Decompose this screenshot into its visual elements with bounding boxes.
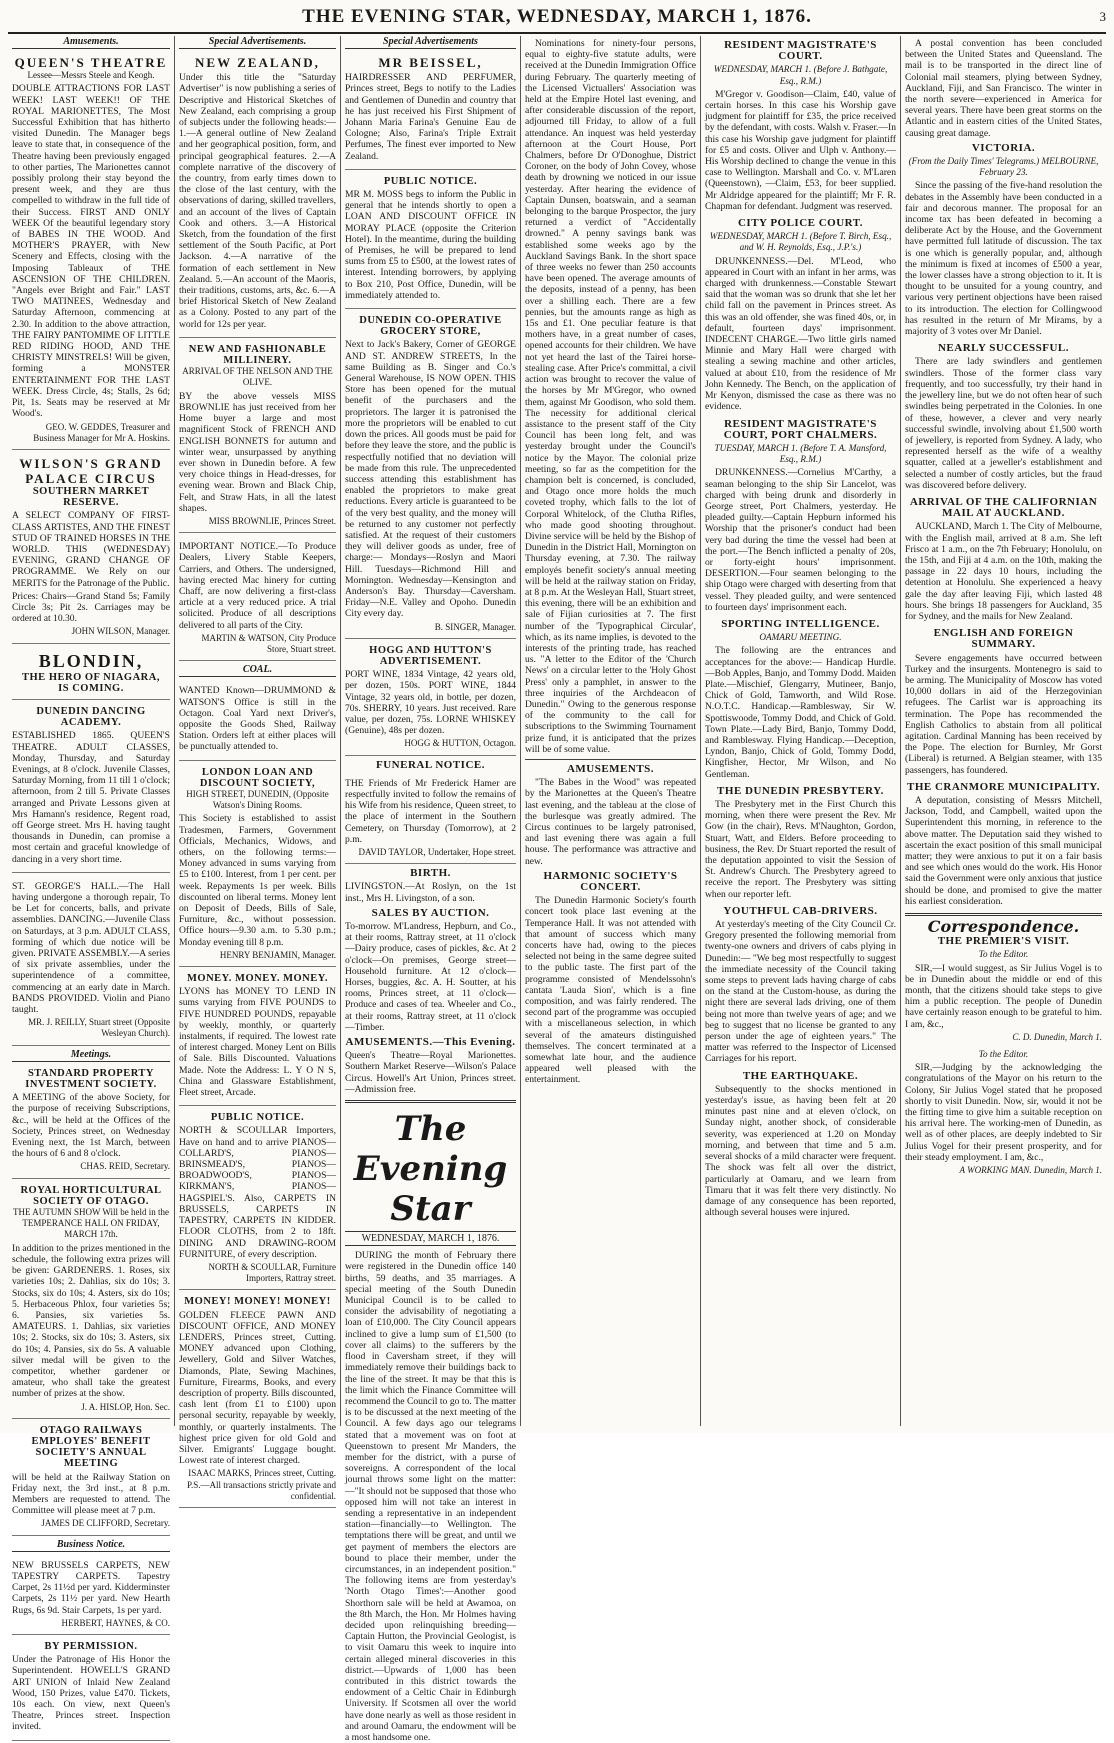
article-title: RESIDENT MAGISTRATE'S COURT. bbox=[724, 39, 877, 63]
article-body: Subsequently to the shocks mentioned in yesterday's issue, as having been felt at 20 minutes past nine and at eleven o'clock, on Sunday night, another shock, of considerable severity, was experienced at 1.20 on Monday morning, and between that time and 5 a.m. several shocks of a mild character were frequent. The shock was felt all over the district, particularly at Oamaru, and we learn from Timaru that it was felt there very distinctly. No damage of any consequence has been reported, although several houses were injured. bbox=[705, 1083, 896, 1219]
ad-body: ST. GEORGE'S HALL.—The Hall having undergone a thorough repair, To be Let for concerts, balls, and private assemblies. DANCING.—Juvenile Class on Saturdays, at 3 p.m. ADULT CLASS, forming of which due notice will be given. PRIVATE ASSEMBLY.—A series of six private assemblies, under the superintendence of a committee, commencing at an early date in March. BANDS PROVIDED. Violin and Piano taught. bbox=[12, 880, 170, 1016]
notice-body: THE Friends of Mr Frederick Hamer are respectfully invited to follow the remains of his Wife from his residence, Queen street, to the place of interment in the Southern Cemetery, on Thursday (Tomorrow), at 2 p.m. bbox=[345, 777, 516, 845]
leader-article: DURING the month of February there were registered in the Dunedin office 140 births, 59 deaths, and 35 marriages. A special meeting of the South Dunedin Municipal Council is to be called to consider the advisability of negotiating a loan of £10,000. The City Council appears inclined to give a lump sum of £1,500 (to cover all claims) to the sufferers by the flood in Caversham street, if they will immediately remove their buildings back to the line of the street. It may be that this is the limit which the Finance Committee will recommend the Council to go to. The matter is to be discussed at the next meeting of the Council. A few days ago our telegrams stated that a movement was on foot at Queenstown to present Mr Manders, the member for the district, with a purse of sovereigns. A correspondent of the local journal throws some light on the matter:—"It should not be supposed that those who opposed him will not take an interest in sending a representative in an independent station—financially—to Wellington. The temptations there will be great, and until we get payment of members the electors are bound to place their member, under the circumstances, in an independent position." The following items are from yesterday's 'North Otago Times':—Another good Shorthorn sale will be held at Awamoa, on the 8th March, the Hon. Mr Holmes having decided upon relinquishing breeding—Captain Hutton, the Provincial Geologist, is to visit Oamaru this week to inquire into certain alleged mineral discoveries in this district.—Upwards of 1,000 has been contributed in this district towards the endowment of a Celtic Chair in Edinburgh University. If Scotsmen all over the world have done nearly as well as those resident in and around Oamaru, the endowment will be a most handsome one. bbox=[345, 1250, 516, 1743]
column-header: Special Advertisements bbox=[345, 36, 516, 49]
millinery-ad bbox=[179, 341, 336, 533]
ad-body: DOUBLE ATTRACTIONS FOR LAST WEEK! LAST WEEK!! OF THE ROYAL MARIONETTES, The Most Successful Exhibition that has hitherto visited Dunedin. The Manager begs leave to state that, in consequence of the Theatre having been previously engaged to other parties, The Marionettes cannot possibly prolong their stay beyond the present week, and they are thus compelled to withdraw in the full tide of their Success. FIRST AND ONLY WEEK Of the beautiful legendary story of BABES IN THE WOOD. And MOTHER'S PRAYER, with New Scenery and Effects, closing with the Imposing Tableaux of THE ASCENSION OF THE CHILDREN. "Angels ever Bright and Fair." LAST TWO MATINEES, Wednesday and Saturday Afternoon, commencing at 2.30. In addition to the above attraction, THE FAIRY PANTOMIME OF LITTLE RED RIDING HOOD, AND THE CHRISTY MINSTRELS! Will be given, forming a MONSTER ENTERTAINMENT FOR THE LAST WEEK. Dress Circle, 4s; Stalls, 2s 6d; Pit, 1s. Seats may be reserved at Mr Wood's. bbox=[12, 83, 170, 420]
earthquake-article bbox=[705, 1071, 896, 1219]
ad-body: A MEETING of the above Society, for the purpose of receiving Subscriptions, &c., will be held at the Offices of the Society, Princes street, on Wednesday Evening next, the 1st March, between the hours of 6 and 8 o'clock. bbox=[12, 1092, 170, 1160]
ad-body: ESTABLISHED 1865. QUEEN'S THEATRE. ADULT CLASSES, Monday, Thursday, and Saturday Evenings, at 8 o'clock. Juvenile Classes, Saturday Morning, from 11 till 1 o'clock; afternoon, from 2 till 5. Private Classes arranged and Private Lessons given at Mrs Hamann's residence, Regent road, off George street. Mrs H. having taught thousands in Dunedin, can promise a most certain and graceful knowledge of dancing in a very short time. bbox=[12, 730, 170, 865]
masthead bbox=[8, 6, 1106, 34]
article-body: "The Babes in the Wood" was repeated by the Marionettes at the Queen's Theatre last evening, and the tableau at the close of the burlesque was greatly admired. The Circus continues to be largely patronised, and last evening there was again a full house. The performance was attractive and new. bbox=[525, 777, 696, 867]
dunedin-presbytery bbox=[705, 786, 896, 900]
article-body: The Presbytery met in the First Church this morning, when there were present the Rev. Mr Gow (in the chair), Revs. M'Naughton, Gordon, Stuart, Watt, and Elders. Before proceeding to business, the Rev. Dr Stuart reported the result of the deputation appointed to visit the Session of St. Andrew's Church. The Presbytery agreed to receive the report. The Presbytery was sitting when our reporter left. bbox=[705, 799, 896, 900]
ad-title: PUBLIC NOTICE. bbox=[383, 175, 478, 187]
ad-signature: JAMES DE CLIFFORD, Secretary. bbox=[41, 1518, 170, 1529]
article-title: THE PREMIER'S VISIT. bbox=[937, 935, 1070, 948]
ad-signature: MR. J. REILLY, Stuart street (Opposite Wesleyan Church). bbox=[28, 1017, 170, 1039]
sales-by-auction: To-morrow. M'Landress, Hepburn, and Co., at their rooms, Rattray street, at 11 o'clock—Dairy produce, cases of pickles, &c. At 2 o'clock—On premises, George street—Household furniture. At 12 o'clock—Horses, buggies, &c. A. H. Soutter, at his rooms, Princes street, at 11 o'clock—Produce and cases of tea. Wheeler and Co., at their rooms, Rattray street, at 11 o'clock—Timber. bbox=[345, 921, 516, 1033]
column-1 bbox=[8, 36, 174, 1733]
standard-property-ad bbox=[12, 1065, 170, 1179]
north-scoullar-ad bbox=[179, 1109, 336, 1290]
article-body: The following are the entrances and acceptances for the above:— Handicap Hurdle.—Bob Apples, Banjo, and Tommy Dodd. Maiden Plate.—Mischief, Glengarry, Mutineer, Banjo, Chick of Gold, Tamworth, and Wild Rose. N.O.T.C. Handicap.—Ramblesway, Sir W. Spottiswoode, Tommy Dodd, and Chick of Gold. Town Plate.—Lady Bird, Banjo, Tommy Dodd, and Ramblesway. Flying Handicap.—Deception, Lyndon, Banjo, Chick of Gold, Tommy Dodd, Kingfisher, Hector, Mr Wilson, and No Gentleman. bbox=[705, 645, 896, 780]
article-body: The Dunedin Harmonic Society's fourth concert took place last evening at the Temperance Hall. It was not attended with that amount of success which many concerts have had, owing to the pieces selected not being in the same degree suited to the public taste. The first part of the programme consisted of Mendelssohn's cantata 'Lauda Sion', which is a fine composition, and was fairly rendered. The second part of the programme was occupied with a miscellaneous selection, in which several of the amateurs distinguished themselves. The concert terminated at a somewhat late hour, and the audience appeared well pleased with the entertainment. bbox=[525, 895, 696, 1086]
ad-signature: NORTH & SCOULLAR, Furniture Importers, Rattray street. bbox=[208, 1261, 336, 1284]
dateline: WEDNESDAY, MARCH 1, 1876. bbox=[345, 1231, 516, 1246]
nearly-successful-article bbox=[905, 343, 1102, 491]
article-title: ENGLISH AND FOREIGN SUMMARY. bbox=[933, 627, 1074, 651]
sporting-intelligence bbox=[705, 619, 896, 780]
article-subtitle: (From the Daily Times' Telegrams.) MELBOURNE, February 23. bbox=[908, 156, 1099, 178]
ad-body: IS COMING. bbox=[58, 682, 124, 694]
carpets-ad bbox=[12, 1555, 170, 1635]
letter-working-man bbox=[905, 1049, 1102, 1176]
section-header: Meetings. bbox=[12, 1049, 170, 1062]
grocery-store-ad bbox=[345, 312, 516, 639]
column-header: Amusements. bbox=[12, 36, 170, 49]
article-title: SPORTING INTELLIGENCE. bbox=[721, 617, 880, 630]
ad-body: will be held at the Railway Station on Friday next, the 3rd inst., at 8 p.m. Members are requested to attend. The Committee will please meet at 7 p.m. bbox=[12, 1471, 170, 1517]
news-paragraphs: A postal convention has been concluded between the United States and Queensland. The mail is to be transported in the direct line of Colonial mail steamers, plying between Sydney, Auckland, Fiji, and San Francisco. The winter in the north severe—experienced in America for several years. There have been great storms on the Atlantic and in eastern cities of the United States, causing great damage. bbox=[905, 38, 1102, 139]
ad-title: MONEY! MONEY! MONEY! bbox=[184, 1296, 331, 1308]
ad-body: Next to Jack's Bakery, Corner of GEORGE AND ST. ANDREW STREETS, In the same Building as B. Singer and Co.'s General Warehouse, IS NOW OPEN. THIS Store has been opened for the mutual benefit of the purchasers and the proprietors. The larger it is patronised the more the proprietors will be enabled to cut down the prices. All goods must be paid for before they leave the store, and the public is respectfully notified that no deviation will be made from this rule. The unprecedented success attending this establishment has enabled the proprietors to make great reductions. Every article is guaranteed to be of the very best quality, and the money will be returned to any customer not perfectly satisfied. At the request of their customers they will deliver goods as under, free of charge:— Mondays—Roslyn and Maori Hill. Tuesdays—Richmond Hill and Mornington. Wednesday—Kensington and Anderson's Bay. Thursday—Caversham. Friday—N.E. Valley and Opoho. Dunedin City every day. bbox=[345, 339, 516, 620]
article-subtitle: WEDNESDAY, MARCH 1. (Before T. Birch, Esq., and W. H. Reynolds, Esq., J.P.'s.) bbox=[709, 231, 892, 253]
ad-subtitle: ARRIVAL OF THE NELSON AND THE OLIVE. bbox=[182, 366, 333, 388]
new-zealand-sketches-ad bbox=[179, 52, 336, 338]
ad-signature: CHAS. REID, Secretary. bbox=[80, 1161, 170, 1172]
ad-signature: MARTIN & WATSON, City Produce Store, Stuart street. bbox=[201, 632, 336, 654]
ad-signature: MISS BROWNLIE, Princes Street. bbox=[208, 515, 336, 526]
article-body: DRUNKENNESS.—Del. M'Leod, who appeared in Court with an infant in her arms, was charged with drunkenness.—Constable Stewart said that the woman was so drunk that she let her child fall on the pavement in Princes street. As this was an old offender, she was fined 40s, or, in default, fourteen days' imprisonment. INDECENT CHARGE.—Two little girls named Minnie and Mary Hall were charged with stealing a sewing machine and other articles, valued at about £10, from the residence of Mr John Kennedy. The Bench, on the application of Mr Kenyon, dismissed the case as there was no evidence. bbox=[705, 255, 896, 413]
article-body: At yesterday's meeting of the City Council Cr. Gregory presented the following memorial from twenty-one owners and drivers of cabs plying in Dunedin:— "We beg most respectfully to suggest the immediate necessity of the Council taking some steps to prevent lads having charge of cabs on the stand at the Custom-house, as during the night there are several lads driving, one of them being not more than twelve years of age; and we beg to suggest that no license be granted to any person under the age of eighteen years." The matter was referred to the Inspector of Licensed Carriages for his report. bbox=[705, 919, 896, 1065]
article-body: DRUNKENNESS.—Cornelius M'Carthy, a seaman belonging to the ship Sir Lancelot, was charged with being drunk and disorderly in George street, Port Chalmers, yesterday. He pleaded guilty.—Captain Hepburn informed his Worship that the prisoner's conduct had been very bad during the time the vessel had been at the port.—The Bench inflicted a penalty of 20s, or forty-eight hours' imprisonment. DESERTION.—Four seamen belonging to the ship Otago were charged with deserting from that vessel. They pleaded guilty, and were sentenced to fourteen days' imprisonment each. bbox=[705, 467, 896, 613]
section-header: COAL. bbox=[179, 664, 336, 677]
letter-body: SIR,—I would suggest, as Sir Julius Vogel is to be in Dunedin about the middle or end of this month, that the citizens should take steps to give him a public reception. The people of Dunedin have certainly reason enough to be grateful to him. I am, &c., bbox=[905, 962, 1102, 1030]
ad-body: This Society is established to assist Tradesmen, Farmers, Government Officials, Mechanics, Widows, and others, on the following terms:— Money advanced in sums varying from £5 to £100. Interest, from 1 per cent. per week. Repayments 1s per week. Bills discounted on liberal terms. Money lent on Deposit of Deeds, Bills of Sale, Furniture, &c., without possession. Office hours—9.30 a.m. to 5.30 p.m.; Monday evening till 8 p.m. bbox=[179, 813, 336, 948]
ad-title: HOGG AND HUTTON'S ADVERTISEMENT. bbox=[369, 644, 492, 667]
ad-title: DUNEDIN CO-OPERATIVE GROCERY STORE, bbox=[359, 315, 502, 338]
victoria-article bbox=[905, 143, 1102, 337]
ad-body: NORTH & SCOULLAR Importers, Have on hand and to arrive PIANOS—COLLARD'S, PIANOS—BRINSMEAD'S, PIANOS—BROADWOOD'S, PIANOS—KIRKMAN'S, PIANOS—HAGSPIEL'S. Also, CARPETS IN BRUSSELS, CARPETS IN TAPESTRY, CARPETS IN KIDDER. FLOOR CLOTHS, from 2 to 18ft. DINING AND DRAWING-ROOM FURNITURE, of every description. bbox=[179, 1125, 336, 1260]
art-union-ad bbox=[12, 1638, 170, 1741]
ad-title: PUBLIC NOTICE. bbox=[210, 1112, 305, 1124]
ad-body: GOLDEN FLEECE PAWN AND DISCOUNT OFFICE, AND MONEY LENDERS, Princes street, Cutting. MONEY advanced upon Clothing, Jewellery, Gold and Silver Watches, Diamonds, Plate, Sewing Machines, Furniture, Firearms, Books, and every description of property. Bills discounted, cash lent (from £1 to £100) upon personal security, repayable by weekly, monthly, or quarterly instalments. The highest price given for old Gold and Silver. Emigrants' Luggage bought. Lowest rate of interest charged. bbox=[179, 1309, 336, 1467]
ad-subtitle: HIGH STREET, DUNEDIN, (Opposite Watson's Dining Rooms. bbox=[186, 788, 329, 811]
ad-signature: J. A. HISLOP, Hon. Sec. bbox=[81, 1401, 170, 1412]
article-title: AMUSEMENTS. bbox=[566, 763, 655, 775]
ad-title: NEW ZEALAND, bbox=[195, 55, 320, 71]
section-header: AMUSEMENTS.—This Evening. bbox=[345, 1036, 516, 1049]
ad-body: HAIRDRESSER AND PERFUMER, Princes street, Begs to notify to the Ladies and Gentlemen of Dunedin and country that he has just received his First Shipment of Johann Maria Farina's Genuine Eau de Cologne; Also, Farina's Triple Extrait Perfumes, The finest ever imported to New Zealand. bbox=[345, 72, 516, 162]
london-loan-ad bbox=[179, 764, 336, 967]
article-subtitle: WEDNESDAY, MARCH 1. (Before J. Bathgate, Esq., R.M.) bbox=[713, 64, 888, 86]
masthead-title: THE EVENING STAR, WEDNESDAY, MARCH 1, 1876. bbox=[302, 6, 812, 27]
section-header: BIRTH. bbox=[410, 867, 451, 880]
letter-body: SIR,—Judging by the acknowledging the congratulations of the Mayor on his return to the Colony, Sir Julius Vogel stated that he proposed shortly to visit Dunedin. Now, sir, would it not be the fitting time to give him a suitable reception on his arrival here. The working-men of Dunedin, as well as of other places, are deeply indebted to Sir Julius Vogel for their present prosperity, and for their steady employment. I am, &c., bbox=[905, 1062, 1102, 1163]
ad-body: PORT WINE, 1834 Vintage, 42 years old, per dozen, 150s. PORT WINE, 1844 Vintage, 32 years old, in bottle, per dozen, 70s. SHERRY, 10 years. Just received. Rare value, per dozen, 75s. LORNE WHISKEY (Genuine), 48s per dozen. bbox=[345, 669, 516, 737]
ad-title: WILSON'S GRAND PALACE CIRCUS bbox=[19, 455, 163, 486]
article-title: RESIDENT MAGISTRATE'S COURT, PORT CHALMERS. bbox=[723, 417, 878, 441]
moss-notice-ad bbox=[345, 173, 516, 309]
ad-title: DUNEDIN DANCING ACADEMY. bbox=[36, 705, 146, 729]
page-number: 3 bbox=[1099, 9, 1106, 24]
ad-signature: HENRY BENJAMIN, Manager. bbox=[219, 949, 336, 960]
letter-salutation: To the Editor. bbox=[978, 949, 1029, 960]
ad-body: WANTED Known—DRUMMOND & WATSON'S Office is still in the Octagon. Coal Yard next Driver's, opposite the Goods Shed, Railway Station. Orders left at either places will be punctually attended to. bbox=[179, 685, 336, 753]
nameplate: The Evening Star bbox=[353, 1109, 508, 1230]
english-foreign-summary bbox=[905, 628, 1102, 776]
letter-salutation: To the Editor. bbox=[978, 1049, 1029, 1060]
ad-body: NEW BRUSSELS CARPETS, NEW TAPESTRY CARPETS. Tapestry Carpet, 2s 11½d per yard. Kidderminster Carpets, 2s 11½ per yard. New Hearth Rugs, 6s 9d. Stair Carpets, 1s per yard. bbox=[12, 1559, 170, 1616]
ad-title: LONDON LOAN AND DISCOUNT SOCIETY, bbox=[199, 766, 316, 789]
column-4 bbox=[520, 36, 700, 1426]
ad-body: Under this title the "Saturday Advertiser" is now publishing a series of Descriptive and Historical Sketches of New Zealand, each comprising a group of subjects under the following heads:— 1.—A general outline of New Zealand and her geographical position, form, and principal geographical features. 2.—A complete narrative of the discovery of the country, from early times down to the close of the last century, with the observations of daring, skilled travellers, and an account of the lives of Captain Cook and others. 3.—A Historical Sketch, from the foundation of the first settlement of the South Pacific, at Port Jackson. 4.—A narrative of the formation of each settlement in New Zealand. 5.—An account of the Maoris, their traditions, customs, arts, &c. 6.—A brief Historical Sketch of New Zealand as a Colony. Posted to any part of the world for 12s per year. bbox=[179, 72, 336, 330]
letter-premiers-visit bbox=[905, 936, 1102, 1043]
article-title: YOUTHFUL CAB-DRIVERS. bbox=[723, 904, 878, 917]
ad-signature: ISAAC MARKS, Princes street, Cutting. P.S.—All transactions strictly private and confidential. bbox=[187, 1468, 336, 1501]
hogg-hutton-ad bbox=[345, 642, 516, 756]
golden-fleece-ad bbox=[179, 1293, 336, 1508]
article-body: Since the passing of the five-hand resolution the debates in the Assembly have been conducted in a fair and decorous manner. The proposal for an income tax has been defeated in becoming a deliberate Act by the House, and the Government have permitted full latitude of discussion. The tax is one which is generally popular, and, although the minimum is fixed at incomes of £500 a year, the lower classes have a strong objection to it. It is thought to be unsuited for a young country, and various very pertinent objections have been raised to its introduction. The election for Collingwood has resulted in the return of Mr Mirams, by a majority of 3 votes over Mr Daniel. bbox=[905, 180, 1102, 338]
article-title: THE CRANMORE MUNICIPALITY. bbox=[907, 780, 1100, 793]
resident-magistrates-court bbox=[705, 40, 896, 212]
article-subtitle: OAMARU MEETING. bbox=[759, 632, 842, 643]
section-header: FUNERAL NOTICE. bbox=[376, 758, 485, 771]
article-title: ARRIVAL OF THE CALIFORNIAN MAIL AT AUCKLAND. bbox=[909, 495, 1098, 520]
ad-subtitle: THE HERO OF NIAGARA, bbox=[22, 671, 160, 683]
cranmore-municipality bbox=[905, 782, 1102, 907]
ad-subtitle: SOUTHERN MARKET RESERVE. bbox=[32, 485, 150, 509]
divider bbox=[345, 1100, 516, 1103]
article-title: HARMONIC SOCIETY'S CONCERT. bbox=[543, 869, 678, 894]
notice-signature: DAVID TAYLOR, Undertaker, Hope street. bbox=[358, 847, 516, 857]
article-title: CITY POLICE COURT. bbox=[737, 217, 864, 230]
article-title: THE DUNEDIN PRESBYTERY. bbox=[717, 784, 884, 797]
article-title: NEARLY SUCCESSFUL. bbox=[937, 342, 1070, 355]
funeral-notice bbox=[345, 773, 516, 864]
ad-title: MR BEISSEL, bbox=[378, 55, 483, 71]
article-body: M'Gregor v. Goodison—Claim, £40, value of certain horses. In this case his Worship gave judgment for plaintiff for £35, the price received by the defendant, with costs. Walsh v. Fraser.—In this case his Worship gave judgment for plaintiff for £5 and costs. Oliver and Ulph v. Anthony.—His Worship declined to change the venue in this case to Wellington. Marshall and Co. v. M'Laren (Queenstown), —Claim, £53, for beer supplied. Mr Aldridge appeared for the plaintiff; Mr F. R. Chapman for defendant. Judgment was reserved. bbox=[705, 88, 896, 212]
letter-signature: C. D. Dunedin, March 1. bbox=[1012, 1031, 1102, 1042]
blondin-ad bbox=[12, 647, 170, 700]
lyons-money-ad bbox=[179, 970, 336, 1106]
st-georges-hall-ad bbox=[12, 876, 170, 1046]
ad-title: QUEEN'S THEATRE bbox=[14, 55, 168, 71]
ad-title: OTAGO RAILWAYS EMPLOYES' BENEFIT SOCIETY'S ANNUAL MEETING bbox=[31, 1424, 151, 1470]
article-body: Severe engagements have occurred between Turkey and the insurgents. Montenegro is said to be arming. The Municipality of Moscow has voted 10,000 dollars in aid of the Herzegovinian refugees. The Carlist war is approaching its termination. The Pope has recommended the English Catholics to abstain from all political agitation. Cardinal Manning has been received by the Pope. The election for Burnley, Mr Gorst (Liberal) is returned. A Belgian steamer, with 135 passengers, has foundered. bbox=[905, 652, 1102, 776]
wilsons-circus-ad bbox=[12, 453, 170, 644]
coal-ad bbox=[179, 680, 336, 760]
youthful-cab-drivers bbox=[705, 906, 896, 1065]
railway-employes-ad bbox=[12, 1422, 170, 1536]
ad-body: Under the Patronage of His Honor the Superintendent. HOWELL'S GRAND ART UNION of Inlaid New Zealand Wood, 150 Prizes, value £470. Tickets, 10s each. On view, next Queen's Theatre, Princes street. Inspection invited. bbox=[12, 1654, 170, 1733]
ad-signature: HOGG & HUTTON, Octagon. bbox=[404, 738, 516, 749]
ad-body: In addition to the prizes mentioned in the schedule, the following extra prizes will be given: GARDENERS. 1. Roses, six varieties 10s; 2. Dahlias, six do 10s; 3. Stocks, six do 10s; 4. Asters, six do 10s; 5. Herbaceous Phlox, four varieties 5s; 6. Pansies, six varieties 5s. AMATEURS. 1. Dahlias, six varieties 10s; 2. Stocks, six do 10s; 3. Asters, six do 10s; 4. Pansies, six do 5s. A valuable silver medal will be given to the competitor, whether gardener or amateur, who shall take the greatest number of prizes at the show. bbox=[12, 1242, 170, 1400]
ad-body: BY the above vessels MISS BROWNLIE has just received from her Home buyer a large and most magnificent Stock of FRENCH AND ENGLISH BONNETS for autumn and winter wear, unsurpassed by anything ever shown in Dunedin before. A few very choice things in Head-dresses, for evening wear. Brown and Black Chip, Felt, and Straw Hats, in all the latest shapes. bbox=[179, 390, 336, 514]
article-body: There are lady swindlers and gentlemen swindlers. Those of the former class vary frequently, and too successfully, try their hand in the jewellery line, but we do not often hear of such swindles being perpetrated in the Colonies. In one of these, however, a clever and very nearly successful swindle, involving about £1,500 worth of jewellery, is reported from Sydney. A lady, who represented herself as the wife of a wealthy squatter, called at a jeweller's establishment and selected a number of costly articles, but the fraud was discovered before delivery. bbox=[905, 356, 1102, 491]
column-3 bbox=[340, 36, 520, 1743]
correspondence-header: Correspondence. bbox=[927, 917, 1080, 937]
amusements-list: Queen's Theatre—Royal Marionettes. Southern Market Reserve—Wilson's Palace Circus. Howell's Art Union, Princes street.—Admission free. bbox=[345, 1050, 516, 1095]
ad-signature: HERBERT, HAYNES, & CO. bbox=[61, 1617, 170, 1628]
californian-mail-article bbox=[905, 497, 1102, 622]
ad-signature: JOHN WILSON, Manager. bbox=[71, 626, 170, 637]
ad-signature: B. SINGER, Manager. bbox=[434, 621, 516, 632]
produce-dealers-ad bbox=[179, 536, 336, 661]
section-header: SALES BY AUCTION. bbox=[371, 906, 490, 919]
column-2 bbox=[174, 36, 340, 1501]
ad-title: ROYAL HORTICULTURAL SOCIETY OF OTAGO. bbox=[20, 1184, 162, 1207]
ad-body: A SELECT COMPANY OF FIRST-CLASS ARTISTES, AND THE FINEST STUD OF TRAINED HORSES IN THE WORLD. THIS (WEDNESDAY) EVENING, GRAND CHANGE OF PROGRAMME. We Rely on our MERITS for the Patronage of the Public. bbox=[12, 510, 170, 589]
birth-notice: LIVINGSTON.—At Roslyn, on the 1st inst., Mrs H. Livingston, of a son. bbox=[345, 881, 516, 904]
ad-signature: GEO. W. GEDDES, Treasurer and Business Manager for Mr A. Hoskins. bbox=[33, 421, 170, 443]
column-header: Special Advertisements. bbox=[179, 36, 336, 49]
ad-title: BLONDIN, bbox=[38, 650, 144, 671]
section-header: Business Notice. bbox=[12, 1539, 170, 1552]
horticultural-society-ad bbox=[12, 1182, 170, 1419]
dancing-academy-ad bbox=[12, 703, 170, 873]
columns bbox=[8, 36, 1106, 1743]
ad-subtitle: THE AUTUMN SHOW Will be held in the TEMPERANCE HALL ON FRIDAY, MARCH 17th. bbox=[12, 1207, 170, 1240]
divider bbox=[525, 759, 696, 760]
ad-title: STANDARD PROPERTY INVESTMENT SOCIETY. bbox=[25, 1067, 157, 1091]
beissel-ad bbox=[345, 52, 516, 170]
ad-prices: Prices: Chairs—Grand Stand 5s; Family Circle 3s; Pit 2s. Carriages may be ordered at 10.30. bbox=[12, 590, 170, 625]
divider bbox=[905, 913, 1102, 916]
port-chalmers-court bbox=[705, 419, 896, 613]
column-6 bbox=[900, 36, 1106, 1426]
letter-signature: A WORKING MAN. Dunedin, March 1. bbox=[959, 1165, 1102, 1176]
ad-body: MR M. MOSS begs to inform the Public in general that he intends shortly to open a LOAN AND DISCOUNT OFFICE IN MORAY PLACE (opposite the Criterion Hotel). In the meantime, during the building of Premises, he will be prepared to lend sums from £5 to £500, at the lowest rates of interest. Intending borrowers, by applying to Box 210, Post Office, Dunedin, will be immediately attended to. bbox=[345, 189, 516, 301]
ad-title: MONEY. MONEY. MONEY. bbox=[187, 973, 328, 985]
ad-subtitle: Lessee—Messrs Steele and Keogh. bbox=[27, 70, 155, 81]
queens-theatre-ad bbox=[12, 52, 170, 450]
news-paragraphs: Nominations for ninety-four persons, equal to eighty-five statute adults, were received at the Dunedin Immigration Office during February. The quarterly meeting of the Licensed Victuallers' Association was held at the Empire Hotel last evening, and after considerable discussion of the report, adjourned till Friday, to allow of a full attendance. An inquest was held yesterday afternoon at the Court House, Port Chalmers, before Dr O'Donoghue, District Coroner, on the body of John Covey, whose death by drowning we noticed in our issue yesterday. After hearing the evidence of Captain Dunsen, boatswain, and a seaman belonging to the barque Prospector, the jury returned a verdict of "Accidentally drowned." A penny savings bank was established some weeks ago by the Auckland Savings Bank. In the short space of three weeks no fewer than 250 accounts have been opened. The average amounts of the deposits, instead of a penny, has been over a shilling each. There are a few pennies, but the amounts range as high as 15s and £1. One peculiar feature is that mothers have, in a great number of cases, opened accounts for their children. We have not yet heard the last of the Tairei horse-stealing case. After Price's committal, a civil action was brought to recover the value of the horses by Mr M'Gregor, who owned them, against Mr Goodison, who sold them. The necessity for additional clerical assistance to the present staff of the City Council has been long felt, and was yesterday brought under the Council's notice by the Mayor. The colonial prize meeting, so far as the competition for the champion belt is concerned, is concluded, and Otago once more holds the much coveted trophy, which falls to the lot of Corporal Whitelock, of the Clutha Rifles, who made good shooting throughout. Divine service will be held by the Bishop of Dunedin in the District Hall, Mornington on Thursday evening, at 7.30. The railway employés benefit society's annual meeting will be held at the railway station on Friday, at 8 p.m. At the Wesleyan Hall, Stuart street, this evening, there will be an exhibition and sale of Fijian curiosities at 7. The first number of the 'Typographical Circular', which, as its name implies, is devoted to the interests of the printing trade, has reached us. "A letter to the Editor of the 'Church News' on a circular letter to the 'Holy Ghost Press' only a pamphlet, in answer to the three inquiries of the Archdeacon of Dunedin." Owing to the generous response of the community to the call for subscriptions to the Swimming Tournament prize fund, it is anticipated that the prizes will be of some value. bbox=[525, 38, 696, 755]
article-subtitle: TUESDAY, MARCH 1. (Before T. A. Mansford, Esq., R.M.) bbox=[714, 442, 887, 465]
article-body: AUCKLAND, March 1. The City of Melbourne, with the English mail, arrived at 8 a.m. She left Frisco at 1 a.m., on the 7th February; Honolulu, on the 15th, and Fiji at 4 a.m. on the 10th, making the passage in 22 days 10 hours, including the detention at Honolulu. She experienced a heavy gale the day after leaving Fiji, which lasted 48 hours. She brings 18 passengers for Auckland, 35 for Sydney, and the mails for New Zealand. bbox=[905, 521, 1102, 622]
column-5 bbox=[700, 36, 900, 1426]
city-police-court bbox=[705, 218, 896, 412]
ad-body: LYONS has MONEY TO LEND IN sums varying from FIVE POUNDS to FIVE HUNDRED POUNDS, repayable by weekly, monthly, or quarterly instalments, if required. The lowest rate of interest charged. Money Lent on Bills of Sale. Bills Discounted. Valuations Made. Note the Address: L. Y O N S, China and Glassware Establishment, Fleet street, Arcade. bbox=[179, 986, 336, 1099]
ad-title: NEW AND FASHIONABLE MILLINERY. bbox=[188, 343, 327, 367]
article-title: VICTORIA. bbox=[971, 141, 1036, 154]
ad-title: BY PERMISSION. bbox=[44, 1640, 138, 1652]
article-title: THE EARTHQUAKE. bbox=[742, 1069, 859, 1082]
article-body: A deputation, consisting of Messrs Mitchell, Jackson, Todd, and Campbell, waited upon the Superintendent this morning, in reference to the above matter. The Deputation said they wished to ascertain the exact position of this small municipal matter; they were anxious to put it on a fair basis and see which ones would do the work. His Honor said the Government were only anxious that justice should be done, and promised to give the matter his earliest consideration. bbox=[905, 795, 1102, 907]
ad-body: IMPORTANT NOTICE.—To Produce Dealers, Livery Stable Keepers, Carriers, and Others. The undersigned, having erected Mac hinery for cutting Chaff, are now delivering a first-class article at a very reduced price. A trial solicited. Produce of all descriptions delivered to all parts of the City. bbox=[179, 541, 336, 631]
